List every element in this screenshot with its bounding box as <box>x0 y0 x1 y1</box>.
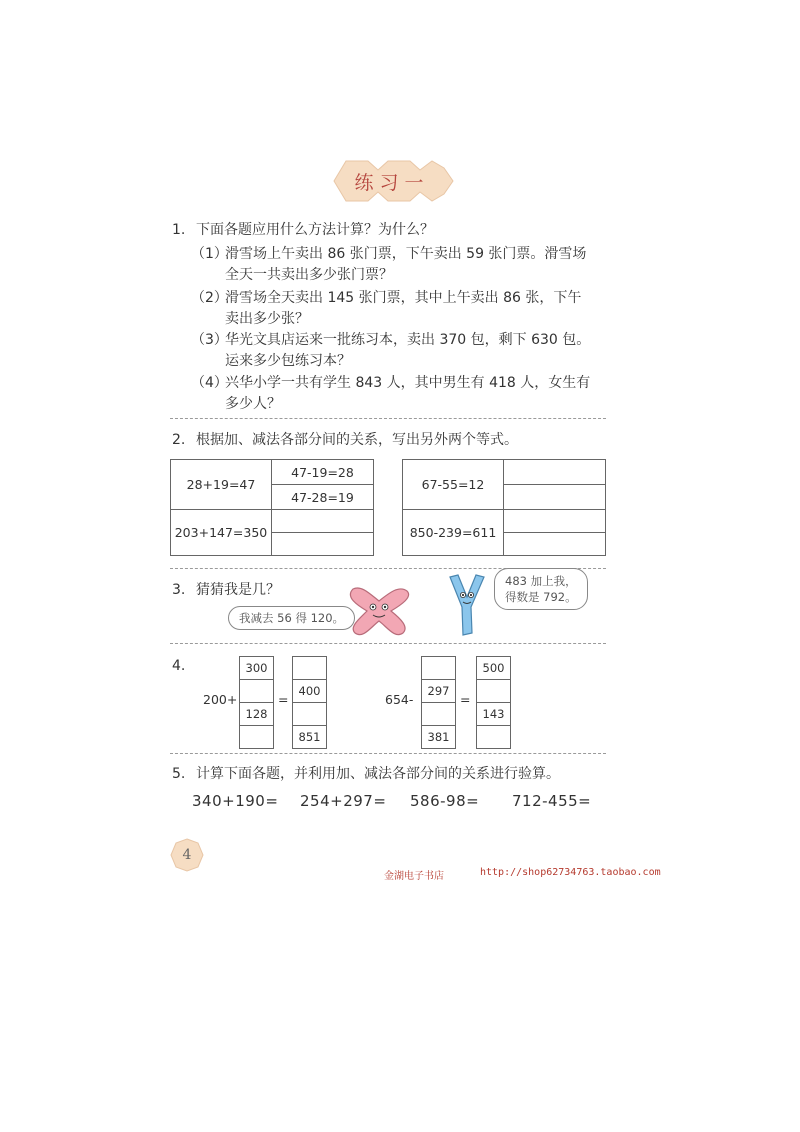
calc-problem: 712-455= <box>512 792 592 810</box>
q4-left-result-box <box>292 656 327 749</box>
speech-bubble-x: 我减去 56 得 120。 <box>228 606 355 630</box>
calc-problem: 254+297= <box>300 792 387 810</box>
q3-number: 3. <box>172 582 186 598</box>
q1-item-label: （1） <box>191 246 228 262</box>
result-cell[interactable] <box>477 680 510 703</box>
result-cell[interactable] <box>293 703 326 726</box>
q4-left-prefix: 200+ <box>203 692 238 707</box>
answer-cell[interactable] <box>504 485 606 510</box>
q1-number: 1. <box>172 222 186 238</box>
operand-cell: 297 <box>422 680 455 703</box>
letter-y-character-icon <box>446 573 488 639</box>
answer-cell[interactable] <box>504 510 606 533</box>
q1-item-line: 运来多少包练习本？ <box>225 353 351 369</box>
q5-number: 5. <box>172 766 186 782</box>
answer-cell[interactable]: 47-28=19 <box>272 485 374 510</box>
footer-url[interactable]: http://shop62734763.taobao.com <box>480 867 661 878</box>
answer-cell[interactable] <box>504 533 606 556</box>
q4-equals-sign: = <box>278 692 289 707</box>
q1-item-line: 滑雪场全天卖出 145 张门票，其中上午卖出 86 张，下午 <box>225 290 582 306</box>
q4-right-operand-box <box>421 656 456 749</box>
given-equation: 850-239=611 <box>403 510 504 556</box>
q1-item-line: 滑雪场上午卖出 86 张门票，下午卖出 59 张门票。滑雪场 <box>225 246 587 262</box>
footer-store-name: 金湖电子书店 <box>384 871 444 882</box>
q5-prompt: 计算下面各题，并利用加、减法各部分间的关系进行验算。 <box>196 766 560 782</box>
q4-right-prefix: 654- <box>385 692 414 707</box>
operand-cell[interactable] <box>240 680 273 703</box>
operand-cell: 128 <box>240 703 273 726</box>
q2-number: 2. <box>172 432 186 448</box>
speech-bubble-y <box>494 568 588 610</box>
q1-item-line: 卖出多少张？ <box>225 311 309 327</box>
q4-right-result-box <box>476 656 511 749</box>
operand-cell[interactable] <box>422 657 455 680</box>
bubble-y-line: 483 加上我， <box>505 574 577 588</box>
q1-item-line: 全天一共卖出多少张门票？ <box>225 267 393 283</box>
answer-cell[interactable] <box>504 460 606 485</box>
q2-right-table <box>402 459 606 556</box>
q1-item-line: 华光文具店运来一批练习本，卖出 370 包，剩下 630 包。 <box>225 332 591 348</box>
section-divider <box>170 753 606 754</box>
section-divider <box>170 418 606 419</box>
q1-item-label: （2） <box>191 290 228 306</box>
q2-prompt: 根据加、减法各部分间的关系，写出另外两个等式。 <box>196 432 518 448</box>
operand-cell[interactable] <box>240 726 273 748</box>
result-cell: 143 <box>477 703 510 726</box>
title-text: 练 习 一 <box>354 171 424 194</box>
q1-item-label: （3） <box>191 332 228 348</box>
answer-cell[interactable] <box>272 510 374 533</box>
page-number: 4 <box>182 847 192 863</box>
calc-problem: 340+190= <box>192 792 279 810</box>
section-title <box>322 158 456 204</box>
answer-cell[interactable] <box>272 533 374 556</box>
result-cell: 851 <box>298 730 321 744</box>
answer-cell[interactable]: 47-19=28 <box>272 460 374 485</box>
operand-cell[interactable] <box>422 703 455 726</box>
given-equation: 203+147=350 <box>171 510 272 556</box>
q4-number: 4. <box>172 658 186 674</box>
given-equation: 67-55=12 <box>403 460 504 510</box>
result-cell[interactable] <box>477 726 510 748</box>
q1-item-line: 兴华小学一共有学生 843 人，其中男生有 418 人，女生有 <box>225 375 591 391</box>
given-equation: 28+19=47 <box>171 460 272 510</box>
result-cell: 400 <box>293 680 326 703</box>
section-divider <box>170 643 606 644</box>
q3-prompt: 猜猜我是几？ <box>196 582 280 598</box>
result-cell[interactable] <box>293 657 326 680</box>
calc-problem: 586-98= <box>410 792 480 810</box>
letter-x-character-icon <box>345 583 415 639</box>
q1-prompt: 下面各题应用什么方法计算？为什么？ <box>196 222 434 238</box>
q4-equals-sign: = <box>460 692 471 707</box>
bubble-y-line: 得数是 792。 <box>505 590 577 604</box>
operand-cell: 300 <box>240 657 273 680</box>
result-cell: 500 <box>477 657 510 680</box>
q1-item-line: 多少人？ <box>225 396 281 412</box>
q4-left-operand-box <box>239 656 274 749</box>
q1-item-label: （4） <box>191 375 228 391</box>
operand-cell: 381 <box>427 730 450 744</box>
q2-left-table <box>170 459 374 556</box>
